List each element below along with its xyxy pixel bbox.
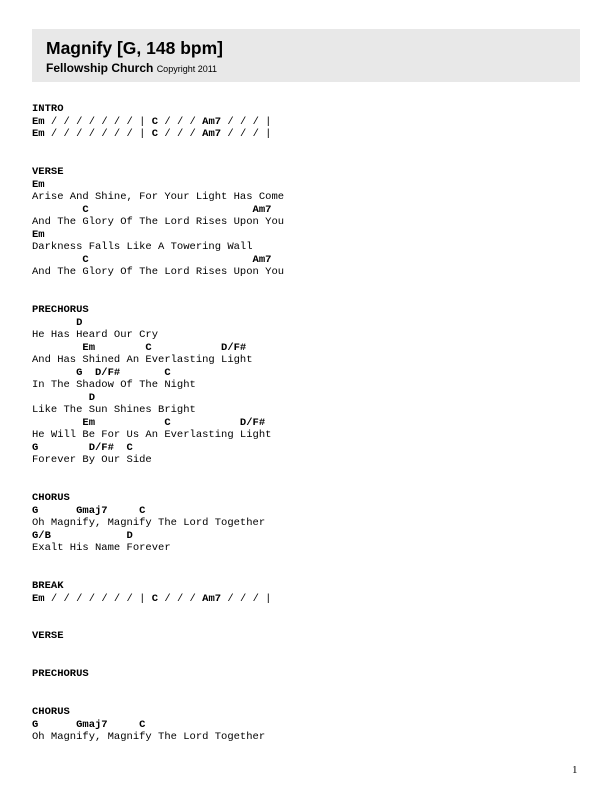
bar-slashes: / / / / / / / |	[44, 592, 152, 605]
lyric-line: Darkness Falls Like A Towering Wall	[32, 241, 253, 253]
chord-line: G Gmaj7 C	[32, 504, 146, 517]
bar-slashes: / / /	[158, 128, 203, 140]
song-credits	[46, 61, 217, 75]
chord-line: Em C D/F#	[32, 341, 247, 354]
section-label-prechorus-repeat: PRECHORUS	[32, 668, 89, 680]
lyric-line: And Has Shined An Everlasting Light	[32, 354, 253, 366]
chord-line: Em	[32, 178, 45, 191]
chord: Em	[32, 592, 45, 605]
lyric-line: He Has Heard Our Cry	[32, 329, 159, 341]
chord: Am7	[202, 128, 222, 140]
chord-line: D	[32, 391, 96, 404]
lyric-line: Oh Magnify, Magnify The Lord Together	[32, 731, 266, 743]
lyric-line: Oh Magnify, Magnify The Lord Together	[32, 517, 266, 529]
lyric-line: Exalt His Name Forever	[32, 542, 171, 554]
copyright-text: Copyright 2011	[156, 64, 218, 74]
section-label-chorus: CHORUS	[32, 492, 70, 504]
bar-slashes: / / / |	[221, 115, 272, 128]
chord: Em	[32, 128, 45, 140]
lyric-line: And The Glory Of The Lord Rises Upon You	[32, 216, 285, 228]
lyric-line: Forever By Our Side	[32, 454, 152, 466]
bar-slashes: / / / / / / / |	[44, 128, 152, 140]
chord-line: D	[32, 316, 83, 329]
chord: Em	[32, 115, 45, 128]
bar-slashes: / / / / / / / |	[44, 115, 152, 128]
chord: C	[151, 128, 159, 140]
break-chord-bar	[32, 593, 271, 606]
chord: C	[151, 592, 159, 605]
chord-line: G Gmaj7 C	[32, 718, 146, 731]
artist-name: Fellowship Church	[46, 61, 154, 75]
bar-slashes: / / /	[158, 592, 203, 605]
song-header	[32, 29, 580, 82]
page-number: 1	[572, 764, 578, 776]
chord-line: Em C D/F#	[32, 416, 266, 429]
intro-chord-bar-1	[32, 116, 271, 129]
section-label-verse: VERSE	[32, 166, 64, 178]
section-label-intro: INTRO	[32, 103, 64, 115]
bar-slashes: / / /	[158, 115, 203, 128]
lyric-line: He Will Be For Us An Everlasting Light	[32, 429, 272, 441]
chord-line: G/B D	[32, 529, 133, 542]
section-label-break: BREAK	[32, 580, 64, 592]
section-label-verse-repeat: VERSE	[32, 630, 64, 642]
bar-slashes: / / / |	[221, 592, 272, 605]
chord: Am7	[202, 592, 222, 605]
chord: Am7	[202, 115, 222, 128]
lyric-line: And The Glory Of The Lord Rises Upon You	[32, 266, 285, 278]
chord-line: C Am7	[32, 203, 272, 216]
chord-line: G D/F# C	[32, 366, 171, 379]
intro-chord-bar-2	[32, 128, 271, 141]
chord-line: G D/F# C	[32, 441, 133, 454]
section-label-prechorus: PRECHORUS	[32, 304, 89, 316]
lyric-line: Like The Sun Shines Bright	[32, 404, 196, 416]
chord-line: Em	[32, 228, 45, 241]
chord-line: C Am7	[32, 253, 272, 266]
chord: C	[151, 115, 159, 128]
song-title: Magnify [G, 148 bpm]	[46, 38, 223, 58]
lyric-line: In The Shadow Of The Night	[32, 379, 196, 391]
bar-slashes: / / / |	[221, 128, 272, 140]
section-label-chorus-repeat: CHORUS	[32, 706, 70, 718]
lyric-line: Arise And Shine, For Your Light Has Come	[32, 191, 285, 203]
